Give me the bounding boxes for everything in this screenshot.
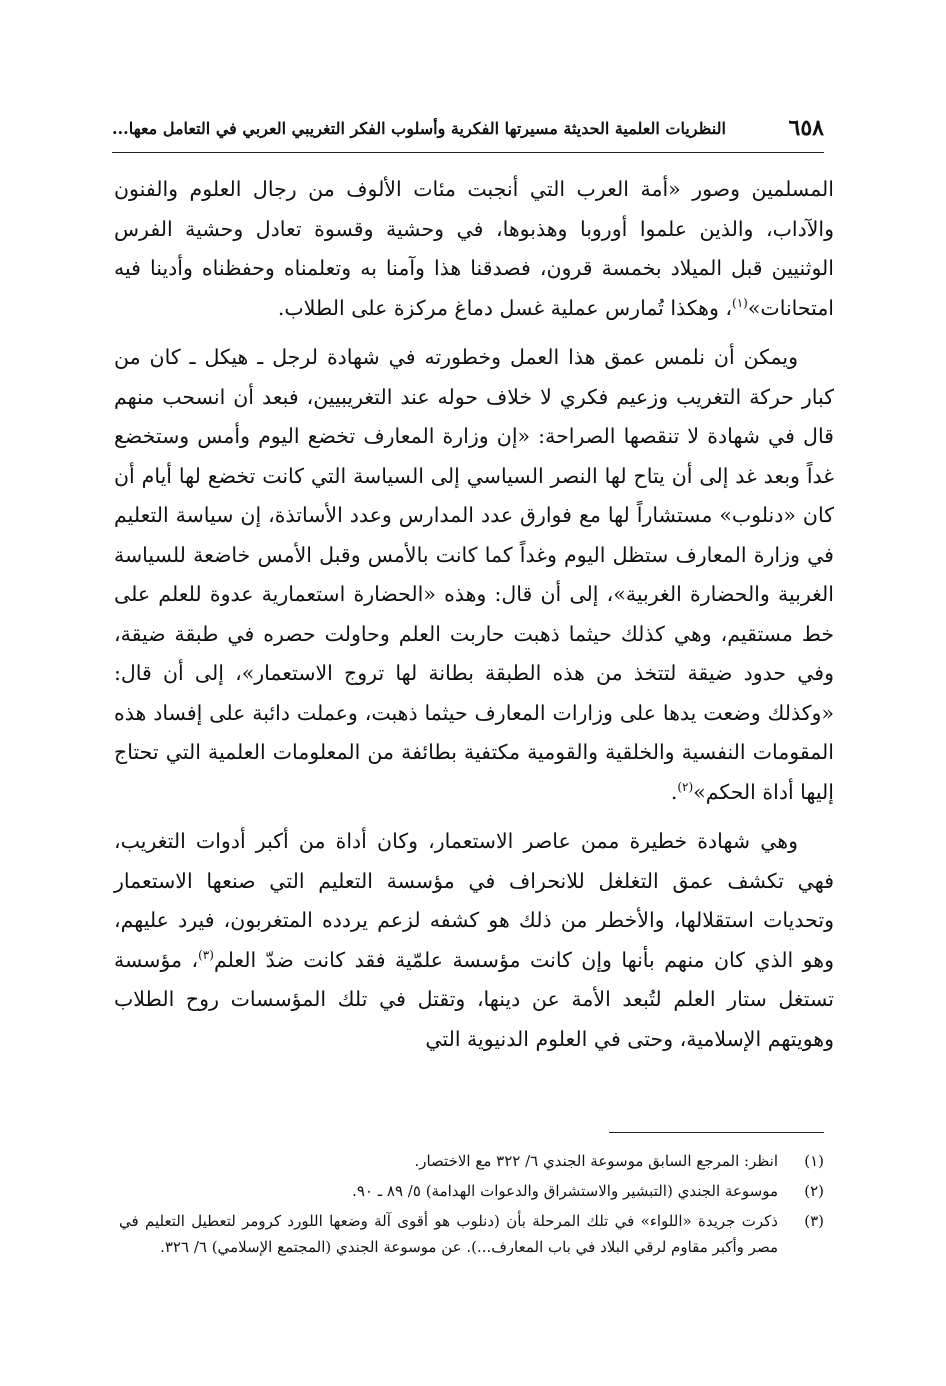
page-header	[112, 108, 824, 153]
footnote	[119, 1148, 824, 1174]
footnote-number: (١)	[804, 1152, 824, 1170]
footnotes	[119, 1148, 824, 1264]
paragraph-text: المسلمين وصور «أمة العرب التي أنجبت مئات الألوف من رجال العلوم والفنون والآداب، والذين علموا أوروبا وهذبوها، في وحشية وقسوة تعادل وحشية الفرس الوثنيين قبل الميلاد بخمسة قرون، فصدقنا هذا وآمنا به وتعلمناه وحفظناه وأدينا فيه امتحانات»	[114, 177, 834, 320]
footnote-ref: (١)	[732, 295, 748, 310]
footnote	[119, 1178, 824, 1204]
footnote-number: (٣)	[804, 1212, 824, 1230]
paragraph-text: وهي شهادة خطيرة ممن عاصر الاستعمار، وكان أداة من أكبر أدوات التغريب، فهي تكشف عمق التغلغل للانحراف في مؤسسة التعليم التي صنعها الاستعمار وتحديات استقلالها، والأخطر من ذلك هو كشفه لزعم يردده المتغربون، فيرد عليهم، وهو الذي كان منهم بأنها وإن كانت مؤسسة علمّية فقد كانت ضدّ العلم	[114, 829, 834, 972]
footnote	[119, 1208, 824, 1260]
footnote-separator	[609, 1132, 824, 1133]
footnote-ref: (٣)	[198, 947, 214, 962]
paragraph-tail: ، مؤسسة تستغل ستار العلم لتُبعد الأمة عن دينها، وتقتل في تلك المؤسسات روح الطلاب وهويتهم الإسلامية، وحتى في العلوم الدنيوية التي	[114, 947, 834, 1051]
paragraph	[114, 822, 834, 1059]
running-title: النظريات العلمية الحديثة مسيرتها الفكرية وأسلوب الفكر التغريبي العربي في التعامل معها...	[112, 118, 726, 138]
paragraph-text: ويمكن أن نلمس عمق هذا العمل وخطورته في شهادة لرجل ـ هيكل ـ كان من كبار حركة التغريب وزعيم فكري لا خلاف حوله عند التغريبيين، فبعد أن انسحب منهم قال في شهادة لا تنقصها الصراحة: «إن وزارة المعارف تخضع اليوم وأمس وستخضع غداً وبعد غد إلى أن يتاح لها النصر السياسي إلى السياسة التي كانت تخضع لها أيام أن كان «دنلوب» مستشاراً لها مع فوارق عدد المدارس وعدد الأساتذة، إن سياسة التعليم في وزارة المعارف ستظل اليوم وغداً كما كانت بالأمس وقبل الأمس خاضعة للسياسة الغربية والحضارة الغربية»، إلى أن قال: وهذه «الحضارة استعمارية عدوة للعلم على خط مستقيم، وهي كذلك حيثما ذهبت حاربت العلم وحاولت حصره في طبقة ضيقة، وفي حدود ضيقة لتتخذ من هذه الطبقة بطانة لها تروج الاستعمار»، إلى أن قال: «وكذلك وضعت يدها على وزارات المعارف حيثما ذهبت، وعملت دائبة على إفساد هذه المقومات النفسية والخلقية والقومية مكتفية بطائفة من المعلومات العلمية التي تحتاج إليها أداة الحكم»	[114, 345, 834, 804]
paragraph	[114, 170, 834, 328]
paragraph-tail: .	[670, 779, 678, 804]
footnote-text: ذكرت جريدة «اللواء» في تلك المرحلة بأن (دنلوب هو أقوى آلة وضعها اللورد كرومر لتعطيل التعليم في مصر وأكبر مقاوم لرقي البلاد في باب المعارف...). عن موسوعة الجندي (المجتمع الإسلامي) ٦/ ٣٢٦.	[119, 1212, 778, 1256]
footnote-text: موسوعة الجندي (التبشير والاستشراق والدعوات الهدامة) ٥/ ٨٩ ـ ٩٠.	[352, 1182, 778, 1200]
body-text	[114, 170, 834, 1069]
paragraph-tail: ، وهكذا تُمارس عملية غسل دماغ مركزة على الطلاب.	[277, 295, 733, 320]
footnote-text: انظر: المرجع السابق موسوعة الجندي ٦/ ٣٢٢ مع الاختصار.	[414, 1152, 778, 1170]
page-number: ٦٥٨	[788, 115, 824, 141]
footnote-number: (٢)	[804, 1182, 824, 1200]
footnote-ref: (٢)	[677, 779, 694, 794]
paragraph	[114, 338, 834, 812]
